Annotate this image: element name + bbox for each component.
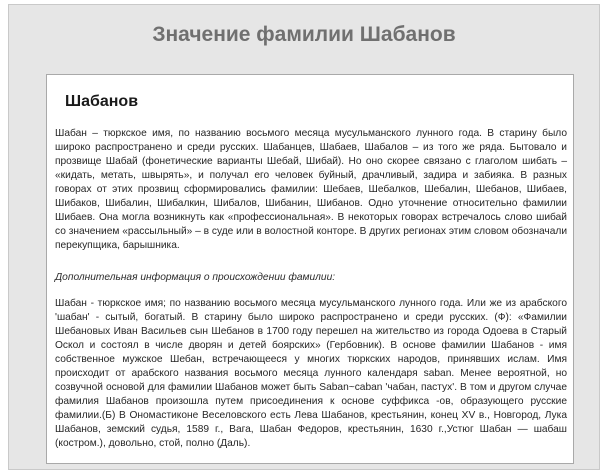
- additional-info-subheading: Дополнительная информация о происхождении фамилии:: [55, 272, 336, 283]
- surname-heading: Шабанов: [65, 93, 139, 110]
- origin-paragraph: [55, 127, 567, 253]
- additional-info-paragraph-text: Шабан - тюркское имя; по названию восьмого месяца мусульманского лунного года. Или же из арабского 'шабан' - сытый, богатый. В старину было широко распространено и среди русских. (Ф): «Фамилии Шебановых Иван Васильев сын Шебанов в 1700 году перешел на жительство из города Одоева в Старый Оскол и состоял в числе дворян и детей боярских» (Гербовник). В основе фамилии Шабанов - имя собственное мужское Шебан, встречающееся у многих тюркских народов, принявших ислам. Имя происходит от арабского названия восьмого месяца лунного календаря saban. Менее вероятной, но созвучной основой для фамилии Шабанов может быть Saban~caban 'чабан, пастух'. В том и другом случае фамилия Шабанов произошла путем присоединения к основе суффикса -ов, образующего русские фамилии.(Б) В Ономастиконе Веселовского есть Лева Шабанов, крестьянин, конец XV в., Новгород, Лука Шабанов, земский судья, 1589 г., Вага, Шабан Федоров, крестьянин, 1630 г.,Устюг Шабан — шабаш (костром.), довольно, стой, полно (Даль).: [55, 298, 567, 449]
- article-panel: [46, 74, 574, 464]
- origin-paragraph-text: Шабан – тюркское имя, по названию восьмого месяца мусульманского лунного года. В старину было широко распространено и среди русских. Шабанцев, Шабаев, Шабалов – из того же ряда. Бытовало и прозвище Шабай (фонетические варианты Шебай, Шибай). Но оно скорее связано с глаголом шибать – «кидать, метать, швырять», и получал его человек буйный, драчливый, задира и забияка. В разных говорах от этих прозвищ сформировались фамилии: Шебаев, Шебалков, Шебалин, Шебанов, Шибаев, Шибаков, Шибалин, Шибалкин, Шибалов, Шибанин, Шибанов. Одно уточнение относительно фамилии Шибаев. Она могла возникнуть как «профессиональная». В некоторых говорах встречалось слово шибай со значением «рассыльный» – в суде или в волостной конторе. В других регионах этим словом обозначали перекупщика, барышника.: [55, 128, 568, 251]
- page-title: Значение фамилии Шабанов: [152, 23, 456, 46]
- page-frame: [8, 4, 600, 470]
- additional-info-paragraph: [55, 297, 567, 451]
